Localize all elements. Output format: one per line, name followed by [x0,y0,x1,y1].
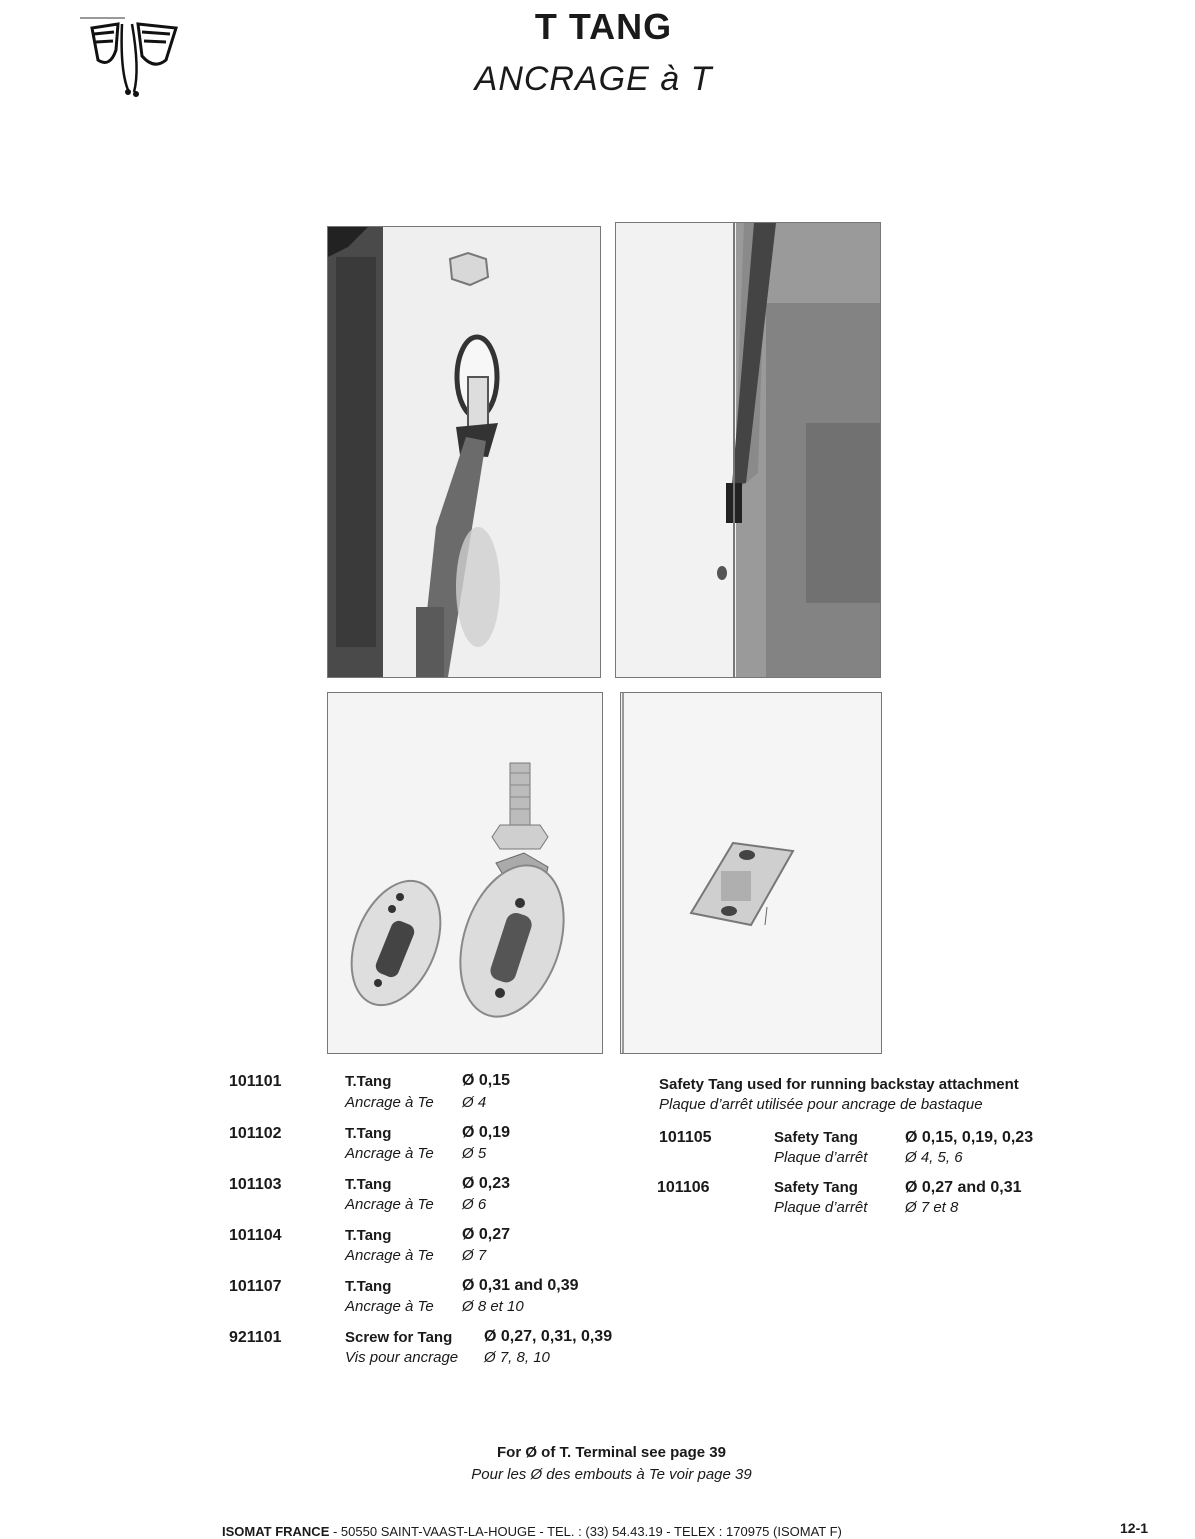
product-code: 101107 [229,1278,282,1295]
page-number: 12-1 [1120,1520,1149,1536]
product-code: 101103 [229,1176,282,1193]
footer-note-en: For Ø of T. Terminal see page 39 [497,1444,726,1461]
product-diameter-fr: Ø 7 [462,1247,487,1264]
product-diameter-fr: Ø 8 et 10 [462,1298,524,1315]
product-diameter-fr: Ø 4, 5, 6 [905,1149,963,1166]
product-code: 101101 [229,1073,282,1090]
product-name-fr: Ancrage à Te [345,1196,434,1213]
product-diameter-fr: Ø 7, 8, 10 [484,1349,550,1366]
product-diameter-fr: Ø 7 et 8 [905,1199,959,1216]
address-line: - 50550 SAINT-VAAST-LA-HOUGE - TEL. : (33) 54.43.19 - TELEX : 170975 (ISOMAT F) [329,1524,842,1539]
safety-heading-fr: Plaque d’arrêt utilisée pour ancrage de bastaque [659,1096,983,1113]
product-name-en: T.Tang [345,1125,392,1142]
product-name-fr: Ancrage à Te [345,1298,434,1315]
product-name-en: T.Tang [345,1227,392,1244]
product-code: 101102 [229,1125,282,1142]
company-address [222,1524,842,1539]
product-name-fr: Plaque d’arrêt [774,1149,868,1166]
product-diameter-en: Ø 0,27, 0,31, 0,39 [484,1328,613,1345]
product-code: 101105 [659,1129,712,1146]
photo-safety-tang-plate [620,692,882,1054]
product-name-en: T.Tang [345,1278,392,1295]
product-name-fr: Ancrage à Te [345,1247,434,1264]
product-diameter-en: Ø 0,31 and 0,39 [462,1277,579,1294]
product-name-en: Screw for Tang [345,1329,453,1346]
photo-t-tang-installed [327,226,601,678]
safety-heading-en: Safety Tang used for running backstay attachment [659,1076,1019,1093]
page-subtitle: ANCRAGE à T [474,60,713,98]
product-code: 921101 [229,1329,282,1346]
product-diameter-en: Ø 0,15 [462,1072,511,1089]
product-code: 101106 [657,1179,710,1196]
product-code: 101104 [229,1227,282,1244]
product-name-fr: Ancrage à Te [345,1145,434,1162]
product-diameter-en: Ø 0,19 [462,1124,511,1141]
photo-safety-tang-installed [615,222,881,678]
product-name-en: T.Tang [345,1073,392,1090]
company-name: ISOMAT FRANCE [222,1524,330,1539]
product-diameter-en: Ø 0,15, 0,19, 0,23 [905,1129,1034,1146]
footer-note-fr: Pour les Ø des embouts à Te voir page 39 [471,1466,752,1483]
product-diameter-en: Ø 0,27 [462,1226,511,1243]
product-name-en: Safety Tang [774,1179,858,1196]
product-name-en: Safety Tang [774,1129,858,1146]
product-name-fr: Plaque d’arrêt [774,1199,868,1216]
product-name-fr: Vis pour ancrage [345,1349,459,1366]
product-diameter-fr: Ø 5 [462,1145,487,1162]
product-diameter-en: Ø 0,23 [462,1175,511,1192]
page-title: T TANG [534,6,673,47]
product-diameter-fr: Ø 4 [462,1094,487,1111]
photo-t-tang-parts [327,692,603,1054]
product-diameter-fr: Ø 6 [462,1196,487,1213]
product-diameter-en: Ø 0,27 and 0,31 [905,1179,1022,1196]
product-name-en: T.Tang [345,1176,392,1193]
product-name-fr: Ancrage à Te [345,1094,434,1111]
